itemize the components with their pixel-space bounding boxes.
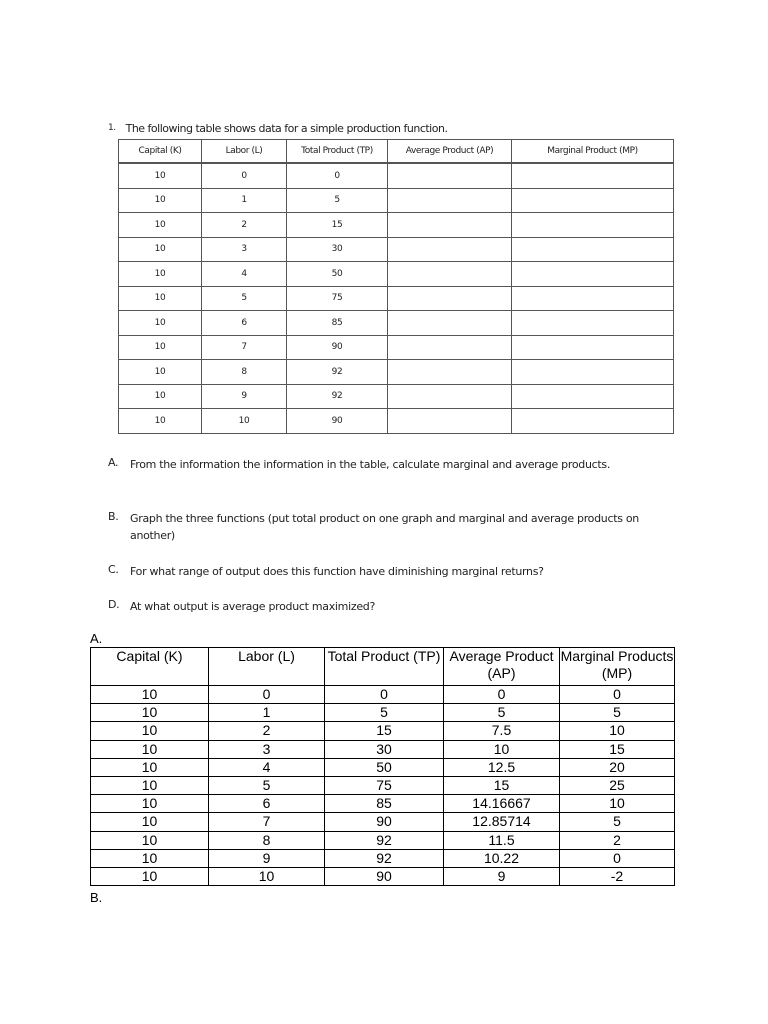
table-cell	[512, 360, 674, 385]
table-cell	[388, 360, 512, 385]
table-cell: 90	[325, 813, 444, 831]
table-cell: 10	[202, 409, 287, 434]
question-item-b	[108, 510, 668, 544]
table-cell: 5	[560, 813, 675, 831]
table-cell: 4	[202, 262, 287, 287]
table-cell	[512, 409, 674, 434]
item-label: D.	[108, 598, 120, 611]
table-cell: 50	[287, 262, 388, 287]
table-cell: 5	[325, 704, 444, 722]
table-cell: 10	[119, 311, 202, 336]
table-cell: 15	[560, 740, 675, 758]
table-cell: 10	[91, 795, 209, 813]
table-cell: 10	[560, 795, 675, 813]
table-cell: 10	[91, 776, 209, 794]
table-cell: 9	[202, 384, 287, 409]
table-cell: 10	[119, 237, 202, 262]
table-cell	[512, 311, 674, 336]
table-row	[119, 311, 674, 336]
question-table-body	[119, 163, 674, 433]
table-cell: 5	[287, 188, 388, 213]
question-item-a	[108, 456, 668, 473]
table-cell: 0	[444, 686, 560, 704]
table-row	[91, 813, 675, 831]
table-cell: 90	[287, 335, 388, 360]
table-row	[91, 867, 675, 885]
table-row	[91, 795, 675, 813]
table-cell	[388, 213, 512, 238]
question-item-d	[108, 598, 668, 615]
answer-table-header	[91, 648, 675, 686]
table-cell: 10	[91, 722, 209, 740]
header-labor: Labor (L)	[202, 140, 287, 164]
table-cell: 9	[444, 867, 560, 885]
table-cell: 12.5	[444, 758, 560, 776]
table-cell	[388, 335, 512, 360]
table-cell: 0	[560, 686, 675, 704]
table-cell: 75	[325, 776, 444, 794]
table-row	[119, 188, 674, 213]
table-cell: 10	[91, 813, 209, 831]
table-cell: 1	[209, 704, 325, 722]
table-cell	[388, 286, 512, 311]
item-text: At what output is average product maximized?	[130, 600, 376, 613]
question-table-header	[119, 140, 674, 164]
question-block	[108, 118, 680, 434]
table-cell	[388, 384, 512, 409]
table-cell: 10.22	[444, 849, 560, 867]
table-row	[119, 213, 674, 238]
table-cell: 0	[560, 849, 675, 867]
table-cell: 10	[119, 163, 202, 188]
table-row	[91, 831, 675, 849]
table-row	[91, 740, 675, 758]
question-title: The following table shows data for a simple production function.	[125, 121, 448, 135]
header-average-product: Average Product (AP)	[388, 140, 512, 164]
table-cell	[512, 335, 674, 360]
table-cell: 4	[209, 758, 325, 776]
table-cell: 0	[287, 163, 388, 188]
table-cell	[388, 262, 512, 287]
table-cell	[512, 262, 674, 287]
answer-table-body	[91, 686, 675, 886]
table-cell: 2	[202, 213, 287, 238]
table-cell: 1	[202, 188, 287, 213]
table-cell: 0	[202, 163, 287, 188]
table-cell: 0	[325, 686, 444, 704]
table-cell: 5	[209, 776, 325, 794]
table-cell	[512, 286, 674, 311]
table-cell: 10	[119, 262, 202, 287]
table-cell: 92	[287, 384, 388, 409]
table-cell: 85	[325, 795, 444, 813]
item-label: A.	[108, 456, 119, 469]
table-cell: 10	[119, 384, 202, 409]
table-cell	[512, 213, 674, 238]
table-cell: 10	[91, 686, 209, 704]
table-cell	[388, 188, 512, 213]
table-cell: 10	[91, 704, 209, 722]
header-capital: Capital (K)	[91, 648, 209, 686]
table-cell: 75	[287, 286, 388, 311]
table-cell: 3	[209, 740, 325, 758]
table-cell: 30	[325, 740, 444, 758]
table-cell: 6	[202, 311, 287, 336]
table-cell: 5	[444, 704, 560, 722]
table-cell: 15	[444, 776, 560, 794]
table-cell: 10	[119, 409, 202, 434]
table-cell: 85	[287, 311, 388, 336]
answer-label-b: B.	[90, 890, 103, 905]
table-cell: 11.5	[444, 831, 560, 849]
item-text: For what range of output does this function have diminishing marginal returns?	[130, 565, 544, 578]
table-cell: 14.16667	[444, 795, 560, 813]
table-cell: 3	[202, 237, 287, 262]
table-cell: 10	[119, 360, 202, 385]
table-cell: 2	[209, 722, 325, 740]
header-total-product: Total Product (TP)	[325, 648, 444, 686]
header-average-product: Average Product (AP)	[444, 648, 560, 686]
table-cell: 7	[202, 335, 287, 360]
item-text: From the information the information in the table, calculate marginal and average products.	[130, 458, 611, 471]
table-row	[119, 237, 674, 262]
table-row	[91, 704, 675, 722]
item-label: C.	[108, 563, 119, 576]
table-row	[119, 163, 674, 188]
table-cell: 90	[325, 867, 444, 885]
table-row	[91, 849, 675, 867]
answer-table	[90, 647, 675, 886]
table-row	[91, 776, 675, 794]
header-total-product: Total Product (TP)	[287, 140, 388, 164]
table-cell: 12.85714	[444, 813, 560, 831]
question-item-c	[108, 563, 668, 580]
table-cell	[388, 311, 512, 336]
table-cell: 10	[119, 188, 202, 213]
table-row	[91, 722, 675, 740]
table-cell	[512, 163, 674, 188]
table-row	[119, 335, 674, 360]
table-cell: 30	[287, 237, 388, 262]
item-label: B.	[108, 510, 119, 523]
table-cell: 9	[209, 849, 325, 867]
table-cell: -2	[560, 867, 675, 885]
table-cell: 10	[91, 867, 209, 885]
table-cell: 10	[91, 849, 209, 867]
table-cell: 20	[560, 758, 675, 776]
header-labor: Labor (L)	[209, 648, 325, 686]
table-cell: 7	[209, 813, 325, 831]
table-cell: 92	[325, 849, 444, 867]
table-cell	[512, 237, 674, 262]
table-row	[119, 360, 674, 385]
question-number: 1.	[108, 123, 116, 133]
table-cell: 15	[287, 213, 388, 238]
table-cell	[388, 409, 512, 434]
table-cell: 10	[119, 213, 202, 238]
table-cell: 0	[209, 686, 325, 704]
table-cell: 10	[91, 740, 209, 758]
header-marginal-products: Marginal Products (MP)	[560, 648, 675, 686]
table-cell: 10	[119, 286, 202, 311]
table-cell: 10	[209, 867, 325, 885]
table-cell: 2	[560, 831, 675, 849]
table-cell: 6	[209, 795, 325, 813]
table-row	[119, 409, 674, 434]
table-row	[119, 286, 674, 311]
table-cell: 10	[91, 831, 209, 849]
question-title-line	[108, 118, 680, 138]
table-cell: 10	[91, 758, 209, 776]
header-marginal-product: Marginal Product (MP)	[512, 140, 674, 164]
table-cell	[512, 384, 674, 409]
table-cell	[388, 237, 512, 262]
header-capital: Capital (K)	[119, 140, 202, 164]
table-cell: 90	[287, 409, 388, 434]
table-row	[119, 384, 674, 409]
table-row	[91, 686, 675, 704]
answer-label-a: A.	[90, 631, 103, 646]
item-text: Graph the three functions (put total product on one graph and marginal and average products on another)	[130, 512, 639, 542]
table-cell	[512, 188, 674, 213]
table-cell: 10	[119, 335, 202, 360]
table-cell: 92	[287, 360, 388, 385]
table-cell: 15	[325, 722, 444, 740]
table-cell: 10	[560, 722, 675, 740]
table-cell: 92	[325, 831, 444, 849]
table-cell: 8	[202, 360, 287, 385]
table-row	[119, 262, 674, 287]
table-cell: 8	[209, 831, 325, 849]
table-cell: 5	[202, 286, 287, 311]
table-cell	[388, 163, 512, 188]
table-cell: 25	[560, 776, 675, 794]
table-row	[91, 758, 675, 776]
table-cell: 50	[325, 758, 444, 776]
table-cell: 10	[444, 740, 560, 758]
table-cell: 7.5	[444, 722, 560, 740]
table-cell: 5	[560, 704, 675, 722]
question-table	[118, 139, 674, 434]
